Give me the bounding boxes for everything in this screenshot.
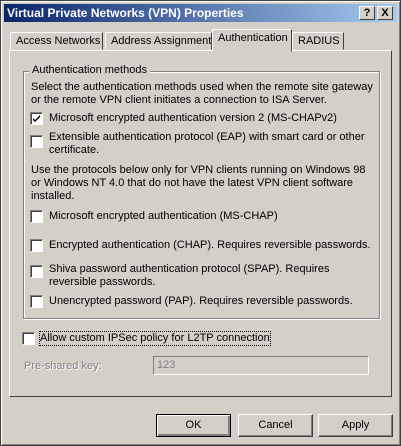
apply-button[interactable]: Apply	[318, 414, 393, 437]
checkbox-pap[interactable]	[30, 295, 43, 308]
label-mschap[interactable]: Microsoft encrypted authentication (MS-CHAP)	[49, 210, 278, 222]
checkbox-spap[interactable]	[30, 265, 43, 278]
preshared-key-input[interactable]: 123	[153, 356, 369, 375]
cancel-button[interactable]: Cancel	[238, 414, 313, 437]
ok-button[interactable]: OK	[156, 414, 231, 437]
checkbox-chap[interactable]	[30, 239, 43, 252]
help-button[interactable]: ?	[359, 6, 375, 20]
tab-radius[interactable]: RADIUS	[292, 32, 344, 50]
checkmark-icon	[32, 114, 41, 123]
label-pap[interactable]: Unencrypted password (PAP). Requires reversible passwords.	[49, 295, 353, 307]
label-eap[interactable]: Extensible authentication protocol (EAP) with smart card or other certificate.	[49, 131, 365, 156]
close-button[interactable]: X	[377, 6, 393, 20]
label-ipsec[interactable]: Allow custom IPSec policy for L2TP connection	[40, 332, 270, 344]
auth-description: Select the authentication methods used when the remote site gateway or the remote VPN client initiates a connection to ISA Server.	[31, 81, 373, 106]
auth-methods-title: Authentication methods	[29, 64, 150, 76]
label-mschapv2[interactable]: Microsoft encrypted authentication version 2 (MS-CHAPv2)	[49, 112, 337, 124]
label-chap[interactable]: Encrypted authentication (CHAP). Requires reversible passwords.	[49, 239, 371, 251]
preshared-key-label: Pre-shared key:	[24, 360, 102, 372]
legacy-note: Use the protocols below only for VPN clients running on Windows 98 or Windows NT 4.0 that do not have the latest VPN client software installed.	[31, 164, 366, 202]
tab-access-networks[interactable]: Access Networks	[10, 32, 103, 50]
tab-authentication[interactable]: Authentication	[212, 29, 292, 52]
window-title: Virtual Private Networks (VPN) Properties	[7, 6, 244, 20]
checkbox-eap[interactable]	[30, 135, 43, 148]
checkbox-mschapv2[interactable]	[30, 112, 43, 125]
title-bar[interactable]	[4, 4, 397, 22]
tab-address-assignment[interactable]: Address Assignment	[105, 32, 212, 50]
checkbox-ipsec[interactable]	[22, 332, 35, 345]
label-spap[interactable]: Shiva password authentication protocol (SPAP). Requires reversible passwords.	[49, 263, 330, 288]
checkbox-mschap[interactable]	[30, 210, 43, 223]
